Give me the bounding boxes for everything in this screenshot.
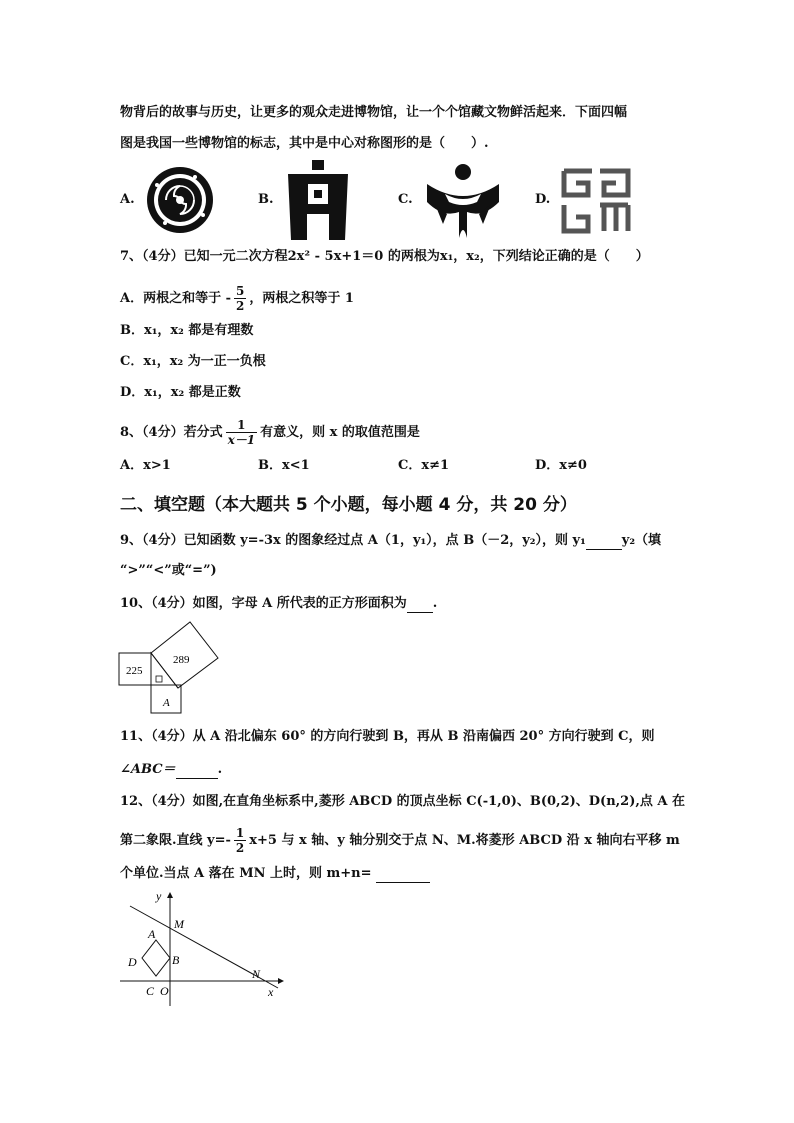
q9-line1 (120, 531, 661, 550)
q11-answer-blank[interactable] (176, 760, 218, 779)
q8-option-d: D．x≠0 (535, 458, 587, 473)
q6-option-a-label: A. (120, 192, 135, 207)
q6-intro-line1: 物背后的故事与历史，让更多的观众走进博物馆，让一个个馆藏文物鲜活起来．下面四幅 (120, 105, 628, 120)
q12-label-n: N (252, 967, 261, 981)
q10-label-a: A (163, 697, 170, 709)
q12-label-c: C (146, 984, 155, 998)
q12-line2 (120, 826, 680, 855)
q10-pre: 10、（4分）如图，字母 A 所代表的正方形面积为 (120, 596, 407, 611)
q10-answer-blank[interactable] (407, 594, 433, 613)
q10-post: . (432, 596, 438, 611)
q12-fraction-den: 2 (235, 841, 245, 855)
q12-label-y: y (156, 889, 162, 903)
q7-option-c: C．x₁，x₂ 为一正一负根 (120, 354, 266, 369)
q10-squares-figure (118, 620, 228, 715)
q7-stem: 7、（4分）已知一元二次方程2x² - 5x+1＝0 的两根为x₁，x₂，下列结论正确的是（ ） (120, 249, 649, 264)
museum-logo-c-icon (423, 162, 503, 238)
q7-option-a-post: ，两根之积等于 1 (249, 291, 354, 306)
q7-fraction-num: 5 (236, 284, 245, 298)
q12-fraction-num: 1 (235, 826, 245, 840)
q10-label-289: 289 (173, 654, 190, 666)
museum-logo-d-icon (560, 165, 632, 237)
q12-line3 (120, 864, 430, 883)
q8-option-b: B．x<1 (258, 458, 310, 473)
q12-label-d: D (128, 955, 137, 969)
q9-line1-pre: 9、（4分）已知函数 y=-3x 的图象经过点 A（1，y₁），点 B（－2，y₂），则 y₁ (120, 533, 586, 548)
q12-answer-blank[interactable] (376, 864, 430, 883)
q12-label-o: O (160, 984, 169, 998)
q12-label-x: x (268, 985, 274, 999)
q6-option-b-label: B. (258, 192, 274, 207)
q12-coordinate-figure (118, 888, 288, 1008)
q7-option-a-pre: A．两根之和等于 - (120, 291, 232, 306)
q9-line2: “>”“<”或“=”) (120, 563, 217, 578)
q12-label-b: B (172, 953, 180, 967)
q12-label-a: A (148, 927, 156, 941)
q11-line1: 11、（4分）从 A 沿北偏东 60° 的方向行驶到 B，再从 B 沿南偏西 20° 方向行驶到 C，则 (120, 729, 655, 744)
q7-fraction-den: 2 (236, 299, 245, 313)
q12-line2-post: x+5 与 x 轴、y 轴分别交于点 N、M.将菱形 ABCD 沿 x 轴向右平移 m (249, 833, 680, 848)
q7-fraction (234, 284, 246, 313)
q9-line1-post: y₂（填 (621, 533, 662, 548)
q6-option-d-label: D. (535, 192, 551, 207)
q11-line2-post: . (217, 762, 223, 777)
q8-fraction-num: 1 (226, 418, 258, 433)
q8-stem (120, 418, 420, 447)
q12-line2-pre: 第二象限.直线 y=- (120, 833, 231, 848)
q10-stem (120, 594, 437, 613)
q8-post: 有意义，则 x 的取值范围是 (260, 425, 420, 440)
q7-option-d: D．x₁，x₂ 都是正数 (120, 385, 241, 400)
q11-line2-pre: ∠ABC＝ (120, 762, 176, 777)
q12-line1: 12、（4分）如图,在直角坐标系中,菱形 ABCD 的顶点坐标 C(-1,0)、B(0,2)、D(n,2),点 A 在 (120, 794, 686, 809)
q6-option-c-label: C. (398, 192, 413, 207)
q8-fraction-den: x－1 (227, 433, 256, 447)
museum-logo-b-icon (283, 160, 353, 240)
q8-option-c: C．x≠1 (398, 458, 450, 473)
q12-fraction (234, 826, 246, 855)
q8-fraction (226, 418, 258, 447)
q7-option-a (120, 284, 354, 313)
q8-pre: 8、（4分）若分式 (120, 425, 223, 440)
q12-line3-pre: 个单位.当点 A 落在 MN 上时，则 m+n= (120, 866, 372, 881)
museum-logo-a-icon (145, 165, 215, 235)
q9-answer-blank[interactable] (586, 531, 622, 550)
q6-intro-line2: 图是我国一些博物馆的标志，其中是中心对称图形的是（ ）. (120, 136, 489, 151)
q8-option-a: A．x>1 (120, 458, 171, 473)
q12-label-m: M (174, 917, 184, 931)
q7-option-b: B．x₁，x₂ 都是有理数 (120, 323, 254, 338)
q10-label-225: 225 (126, 665, 143, 677)
q11-line2 (120, 760, 222, 779)
section2-title: 二、填空题（本大题共 5 个小题，每小题 4 分，共 20 分） (120, 495, 577, 515)
